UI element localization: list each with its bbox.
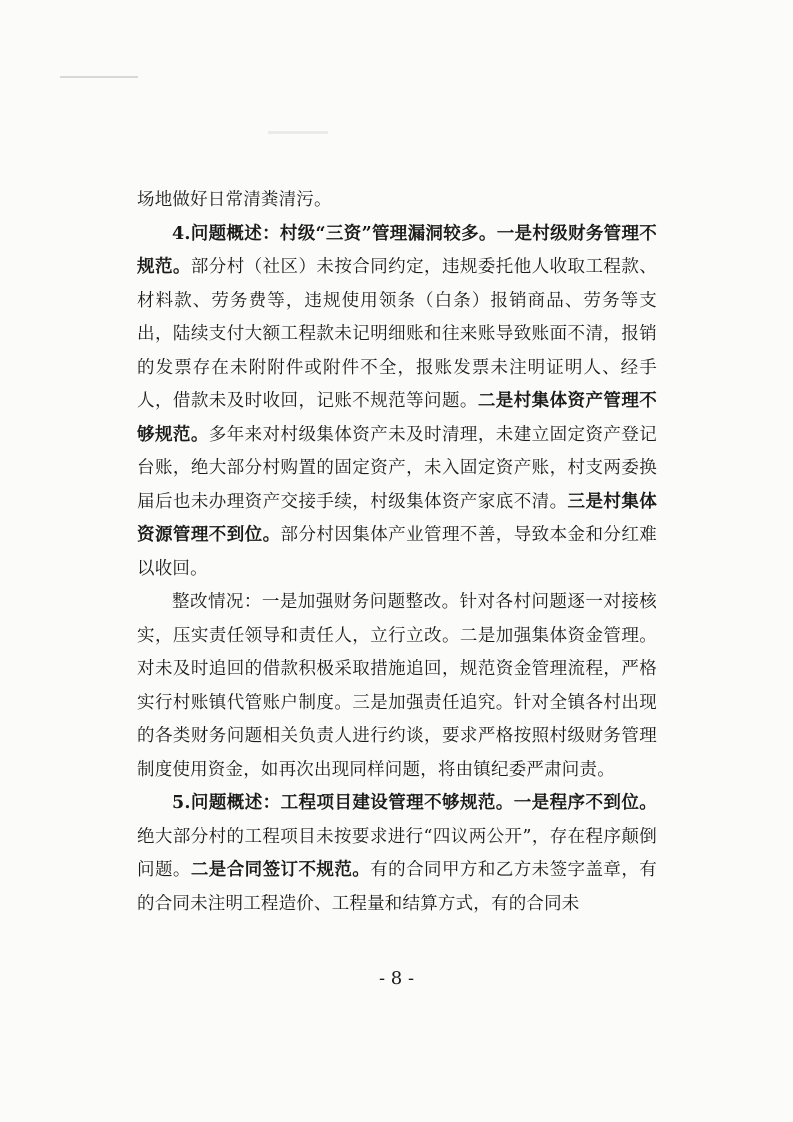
- issue-5-title: 工程项目建设管理不够规范。: [280, 793, 514, 813]
- issue-5-point-1-heading: 一是程序不到位。: [513, 793, 657, 813]
- continuation-paragraph: 场地做好日常清粪清污。: [137, 190, 332, 210]
- scan-artifact-line: [60, 76, 138, 78]
- issue-5-point-2-text: 有的合同甲方和乙方未签字盖章，有的合同未注明工程造价、工程量和结算方式，有的合同未: [137, 860, 658, 914]
- issue-4-point-3-heading: 三是村集体资源管理不到位。: [137, 491, 657, 545]
- scan-artifact-smudge: [268, 131, 328, 134]
- issue-4-title: 村级“三资”管理漏洞较多。: [279, 223, 497, 244]
- page-number: - 8 -: [378, 968, 415, 989]
- issue-4-lead: 4.问题概述：: [172, 223, 280, 244]
- issue-4-point-1-heading: 一是村级财务管理不规范。: [137, 223, 657, 277]
- rectification-4-paragraph: 整改情况：一是加强财务问题整改。针对各村问题逐一对接核实，压实责任领导和责任人，立行立改。二是加强集体资金管理。对未及时追回的借款积极采取措施追回，规范资金管理流程，严格实行村账镇代管账户制度。三是加强责任追究。针对全镇各村出现的各类财务问题相关负责人进行约谈，要求严格按照村级财务管理制度使用资金，如再次出现同样问题，将由镇纪委严肃问责。: [137, 592, 657, 780]
- issue-4-point-3-text: 部分村因集体产业管理不善，导致本金和分红难以收回。: [137, 525, 657, 579]
- issue-4-paragraph: [137, 218, 657, 587]
- issue-4-point-2-heading: 二是村集体资产管理不够规范。: [137, 391, 657, 445]
- issue-5-point-1-text: 绝大部分村的工程项目未按要求进行“四议两公开”，存在程序颠倒问题。: [137, 826, 657, 880]
- document-body: [137, 184, 657, 921]
- issue-5-paragraph: [137, 787, 657, 921]
- issue-5-point-2-heading: 二是合同签订不规范。: [190, 860, 371, 880]
- issue-5-lead: 5.问题概述：: [172, 793, 281, 813]
- issue-4-point-2-text: 多年来对村级集体资产未及时清理，未建立固定资产登记台账，绝大部分村购置的固定资产，未入固定资产账，村支两委换届后也未办理资产交接手续，村级集体资产家底不清。: [137, 424, 657, 512]
- issue-4-point-1-text: 部分村（社区）未按合同约定，违规委托他人收取工程款、材料款、劳务费等，违规使用领条（白条）报销商品、劳务等支出，陆续支付大额工程款未记明细账和往来账导致账面不清，报销的发票存在未附附件或附件不全，报账发票未注明证明人、经手人，借款未及时收回，记账不规范等问题。: [137, 257, 657, 411]
